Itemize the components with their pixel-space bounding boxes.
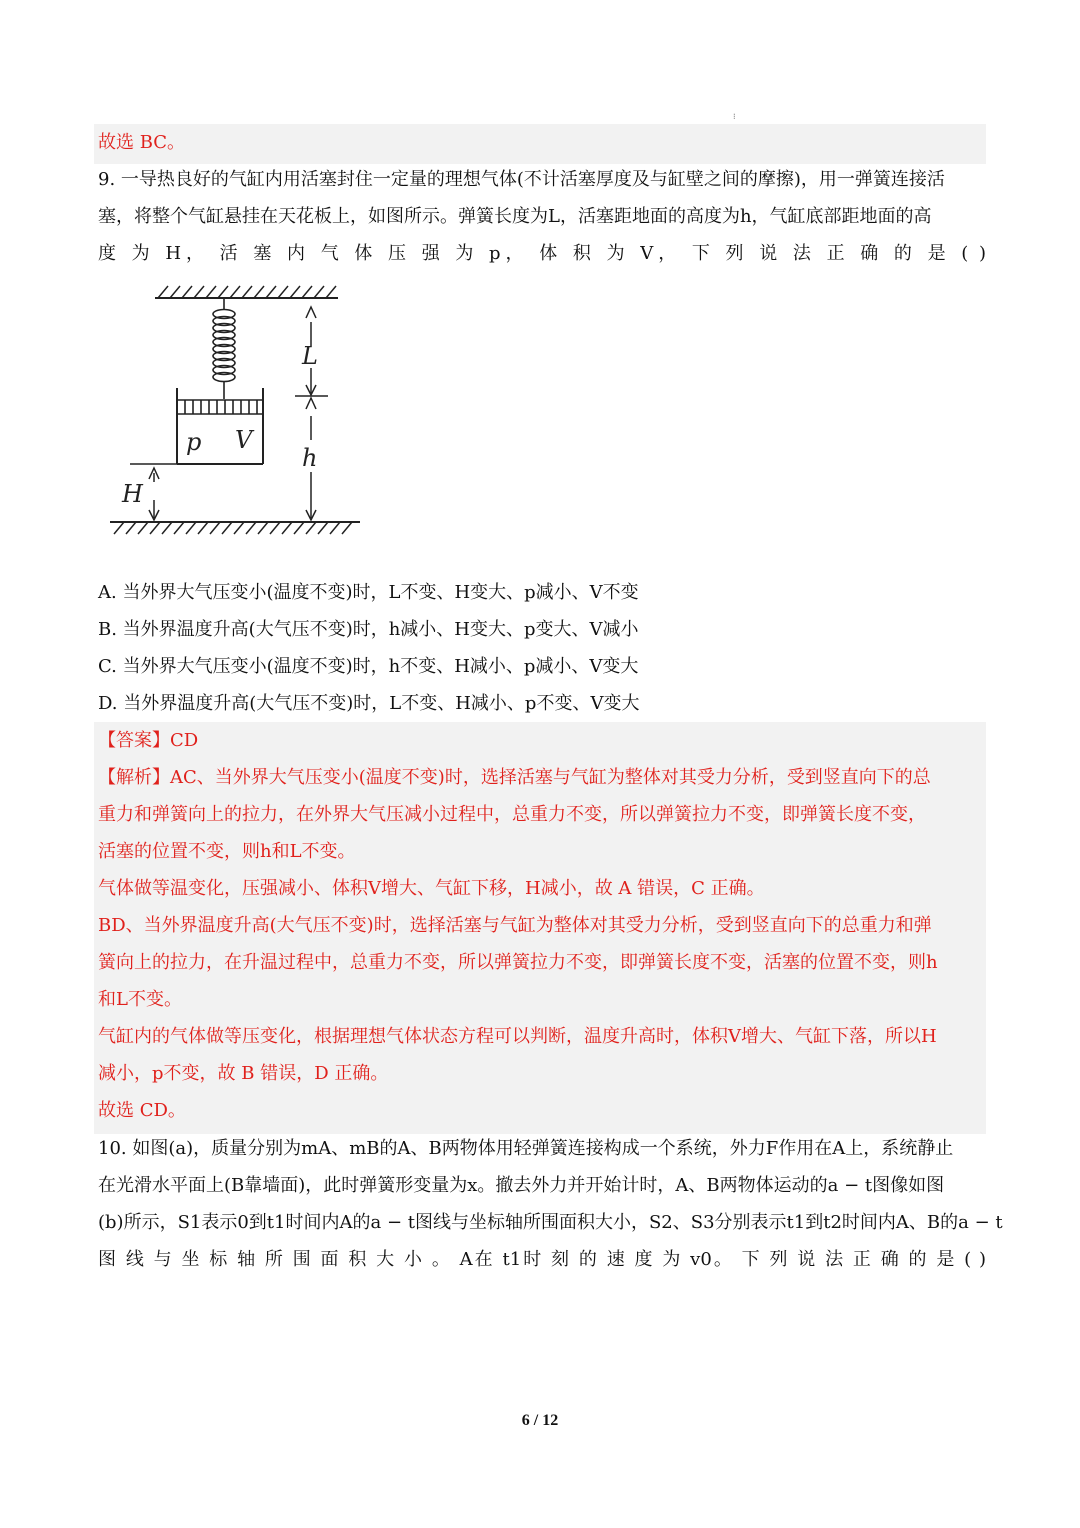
q9-stem-line-3: 度 为 H， 活 塞 内 气 体 压 强 为 p， 体 积 为 V， 下 列 说 法 正 确 的 是 ( ) xyxy=(98,243,986,264)
piston xyxy=(177,400,263,414)
q9-option-b: B. 当外界温度升高(大气压不变)时，h减小、H变大、p变大、V减小 xyxy=(98,619,639,640)
q9-option-a: A. 当外界大气压变小(温度不变)时，L不变、H变大、p减小、V不变 xyxy=(98,582,639,603)
label-p: p xyxy=(186,428,202,456)
q9-stem-line-2: 塞，将整个气缸悬挂在天花板上，如图所示。弹簧长度为L，活塞距地面的高度为h，气缸底部距地面的高 xyxy=(98,206,932,227)
label-V: V xyxy=(235,426,253,454)
label-h: h xyxy=(302,444,318,472)
q9-analysis-line-9: 减小，p不变，故 B 错误，D 正确。 xyxy=(98,1063,389,1084)
label-L: L xyxy=(302,342,318,370)
q9-stem-line-1: 9. 一导热良好的气缸内用活塞封住一定量的理想气体(不计活塞厚度及与缸壁之间的摩擦)，用一弹簧连接活 xyxy=(98,169,945,190)
q9-option-d: D. 当外界温度升高(大气压不变)时，L不变、H减小、p不变、V变大 xyxy=(98,693,640,714)
q9-analysis-line-6: 簧向上的拉力，在升温过程中，总重力不变，所以弹簧拉力不变，即弹簧长度不变，活塞的位置不变，则h xyxy=(98,952,938,973)
q9-analysis-line-8: 气缸内的气体做等压变化，根据理想气体状态方程可以判断，温度升高时，体积V增大、气缸下落，所以H xyxy=(98,1026,937,1047)
q10-stem-line-3: (b)所示，S1表示0到t1时间内A的a − t图线与坐标轴所围面积大小，S2、S3分别表示t1到t2时间内A、B的a − t xyxy=(98,1212,1003,1233)
spring xyxy=(213,298,235,399)
ceiling-hatch xyxy=(158,286,336,298)
q9-answer: 【答案】CD xyxy=(98,730,199,751)
prev-conclusion: 故选 BC。 xyxy=(98,132,186,153)
cylinder-spring-figure xyxy=(100,282,370,544)
q10-stem-line-2: 在光滑水平面上(B靠墙面)，此时弹簧形变量为x。撤去外力并开始计时，A、B两物体运动的a − t图像如图 xyxy=(98,1175,945,1196)
q9-analysis-line-7: 和L不变。 xyxy=(98,989,182,1010)
q10-stem-line-1: 10. 如图(a)，质量分别为mA、mB的A、B两物体用轻弹簧连接构成一个系统，外力F作用在A上，系统静止 xyxy=(98,1138,954,1159)
q10-stem-line-4: 图 线 与 坐 标 轴 所 围 面 积 大 小 。 A在 t1时 刻 的 速 度 为 v0。 下 列 说 法 正 确 的 是 ( ) xyxy=(98,1249,986,1270)
q9-conclusion: 故选 CD。 xyxy=(98,1100,186,1121)
q9-option-c: C. 当外界大气压变小(温度不变)时，h不变、H减小、p减小、V变大 xyxy=(98,656,639,677)
q9-analysis-line-5: BD、当外界温度升高(大气压不变)时，选择活塞与气缸为整体对其受力分析，受到竖直向下的总重力和弹 xyxy=(98,915,932,936)
q9-analysis-line-3: 活塞的位置不变，则h和L不变。 xyxy=(98,841,356,862)
scan-mark: ⁝ xyxy=(733,112,736,121)
q9-analysis-line-1: 【解析】AC、当外界大气压变小(温度不变)时，选择活塞与气缸为整体对其受力分析，受到竖直向下的总 xyxy=(98,767,931,788)
label-H: H xyxy=(122,480,143,508)
ground-hatch xyxy=(114,522,352,534)
page-number: 6 / 12 xyxy=(521,1412,559,1429)
q9-analysis-line-4: 气体做等温变化，压强减小、体积V增大、气缸下移，H减小，故 A 错误，C 正确。 xyxy=(98,878,765,899)
q9-analysis-line-2: 重力和弹簧向上的拉力，在外界大气压减小过程中，总重力不变，所以弹簧拉力不变，即弹簧长度不变， xyxy=(98,804,926,825)
